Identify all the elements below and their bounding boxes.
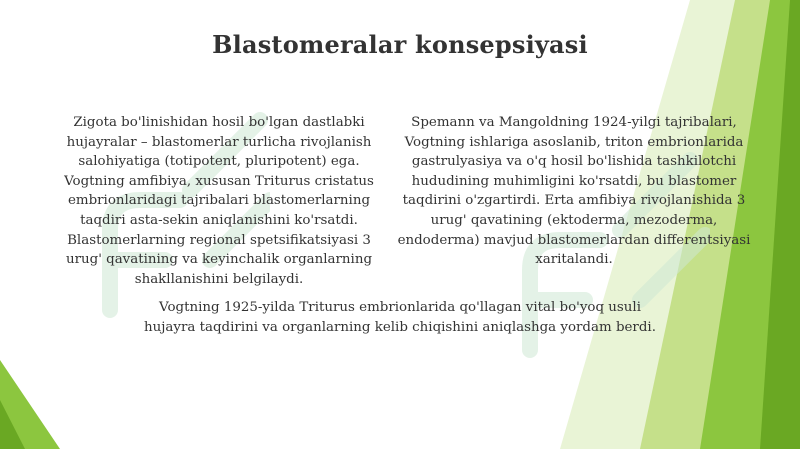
- slide-title: Blastomeralar konsepsiyasi: [212, 30, 588, 59]
- left-paragraph: Zigota bo'linishidan hosil bo'lgan dastlabki hujayralar – blastomerlar turlicha rivojlanish salohiyatiga (totipotent, pluripotent) ega. Vogtning amfibiya, xususan Triturus cristatus embrionlaridagi tajribalari blastomerlarning taqdiri asta-sekin aniqlanishini ko'rsatdi. Blastomerlarning regional spetsifikatsiyasi 3 urug' qavatining va keyinchalik organlarning shakllanishini belgilaydi.: [64, 115, 374, 287]
- right-paragraph: Spemann va Mangoldning 1924-yilgi tajribalari, Vogtning ishlariga asoslanib, triton embrionlarida gastrulyasiya va o'q hosil bo'lishida tashkilotchi hududining muhimligini ko'rsatdi, bu blastomer taqdirini o'zgartirdi. Erta amfibiya rivojlanishida 3 urug' qavatining (ektoderma, mezoderma, endoderma) mavjud blastomerlardan differentsiyasi xaritalandi.: [397, 115, 751, 268]
- bottom-paragraph: Vogtning 1925-yilda Triturus embrionlarida qo'llagan vital bo'yoq usuli hujayra taqdirini va organlarning kelib chiqishini aniqlashga yordam berdi.: [144, 300, 656, 335]
